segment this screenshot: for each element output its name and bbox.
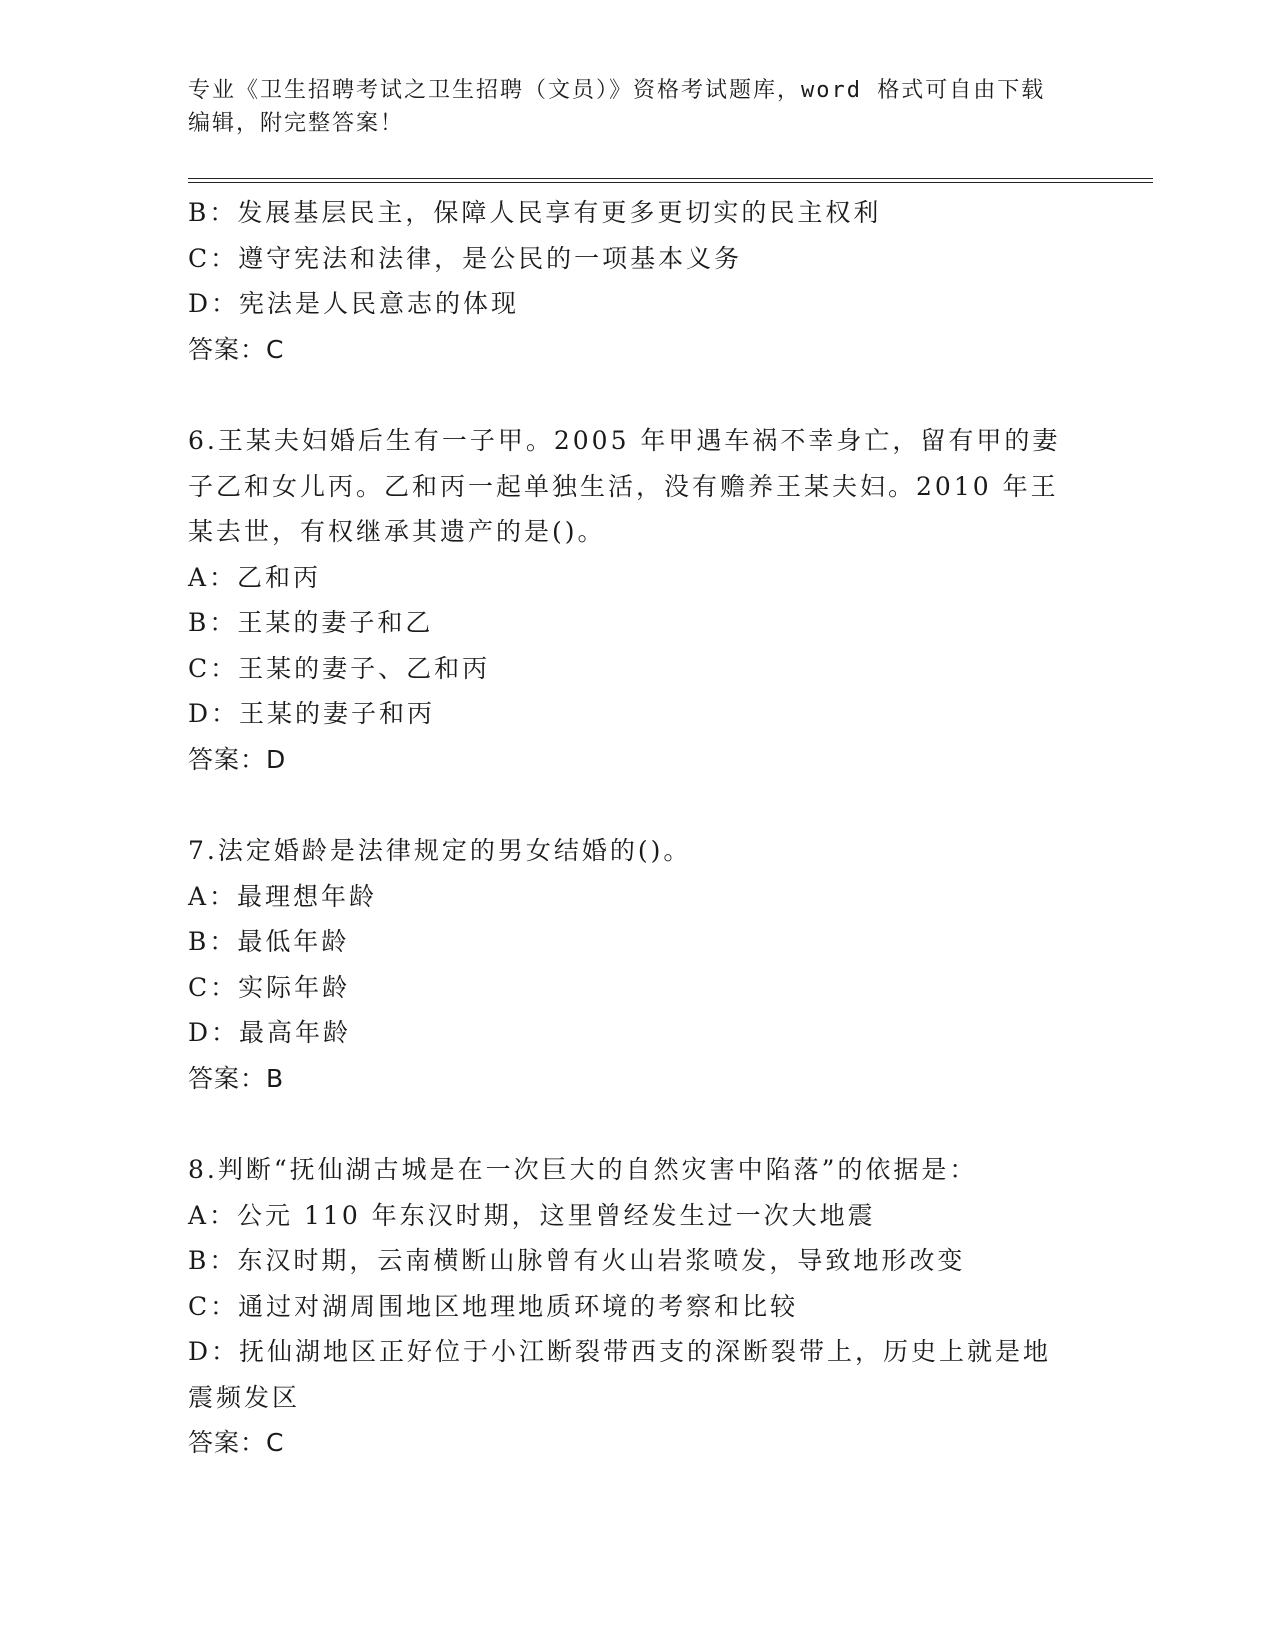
q7-stem-line-1: 7.法定婚龄是法律规定的男女结婚的()。: [188, 836, 692, 865]
q8-option-d-line-2: 震频发区: [188, 1382, 301, 1412]
q6-option-a: A：乙和丙: [188, 562, 322, 592]
q6-option-d: D：王某的妻子和丙: [188, 699, 436, 728]
header-line-1: 专业《卫生招聘考试之卫生招聘（文员）》资格考试题库，word 格式可自由下载: [188, 78, 1046, 103]
q7-option-b: B：最低年龄: [188, 927, 350, 956]
q5-option-b: B：发展基层民主，保障人民享有更多更切实的民主权利: [188, 198, 882, 227]
q8-option-d-line-1: D：抚仙湖地区正好位于小江断裂带西支的深断裂带上，历史上就是地: [188, 1337, 1052, 1366]
q6-stem-line-1: 6.王某夫妇婚后生有一子甲。2005 年甲遇车祸不幸身亡，留有甲的妻: [188, 426, 1061, 455]
q7-option-d: D：最高年龄: [188, 1018, 352, 1047]
q8-stem-line-1: 8.判断“抚仙湖古城是在一次巨大的自然灾害中陷落”的依据是：: [188, 1155, 978, 1184]
q5-option-c: C：遵守宪法和法律，是公民的一项基本义务: [188, 243, 743, 273]
question-7: [188, 828, 1088, 1101]
q8-option-b: B：东汉时期，云南横断山脉曾有火山岩浆喷发，导致地形改变: [188, 1246, 966, 1275]
q7-option-a: A：最理想年龄: [188, 881, 378, 911]
question-content: [188, 190, 1088, 1466]
question-6: [188, 418, 1088, 782]
q8-answer: 答案：C: [188, 1428, 285, 1457]
header-divider-bottom: [188, 182, 1153, 183]
q7-answer: 答案：B: [188, 1063, 285, 1093]
q6-stem-line-2: 子乙和女儿丙。乙和丙一起单独生活，没有赡养王某夫妇。2010 年王: [188, 471, 1059, 501]
q8-option-a: A：公元 110 年东汉时期，这里曾经发生过一次大地震: [188, 1200, 876, 1230]
q8-option-c: C：通过对湖周围地区地理地质环境的考察和比较: [188, 1291, 799, 1321]
q6-stem-line-3: 某去世，有权继承其遗产的是()。: [188, 517, 606, 546]
page-header: [188, 74, 1068, 140]
q6-option-b: B：王某的妻子和乙: [188, 608, 434, 637]
q6-option-c: C：王某的妻子、乙和丙: [188, 653, 491, 683]
q6-answer: 答案：D: [188, 744, 287, 774]
q7-option-c: C：实际年龄: [188, 972, 351, 1002]
header-line-2: 编辑，附完整答案！: [188, 111, 405, 136]
question-5-tail: [188, 190, 1088, 372]
q5-answer: 答案：C: [188, 334, 285, 364]
question-8: [188, 1147, 1088, 1466]
q5-option-d: D：宪法是人民意志的体现: [188, 289, 520, 318]
header-divider-top: [188, 178, 1153, 179]
